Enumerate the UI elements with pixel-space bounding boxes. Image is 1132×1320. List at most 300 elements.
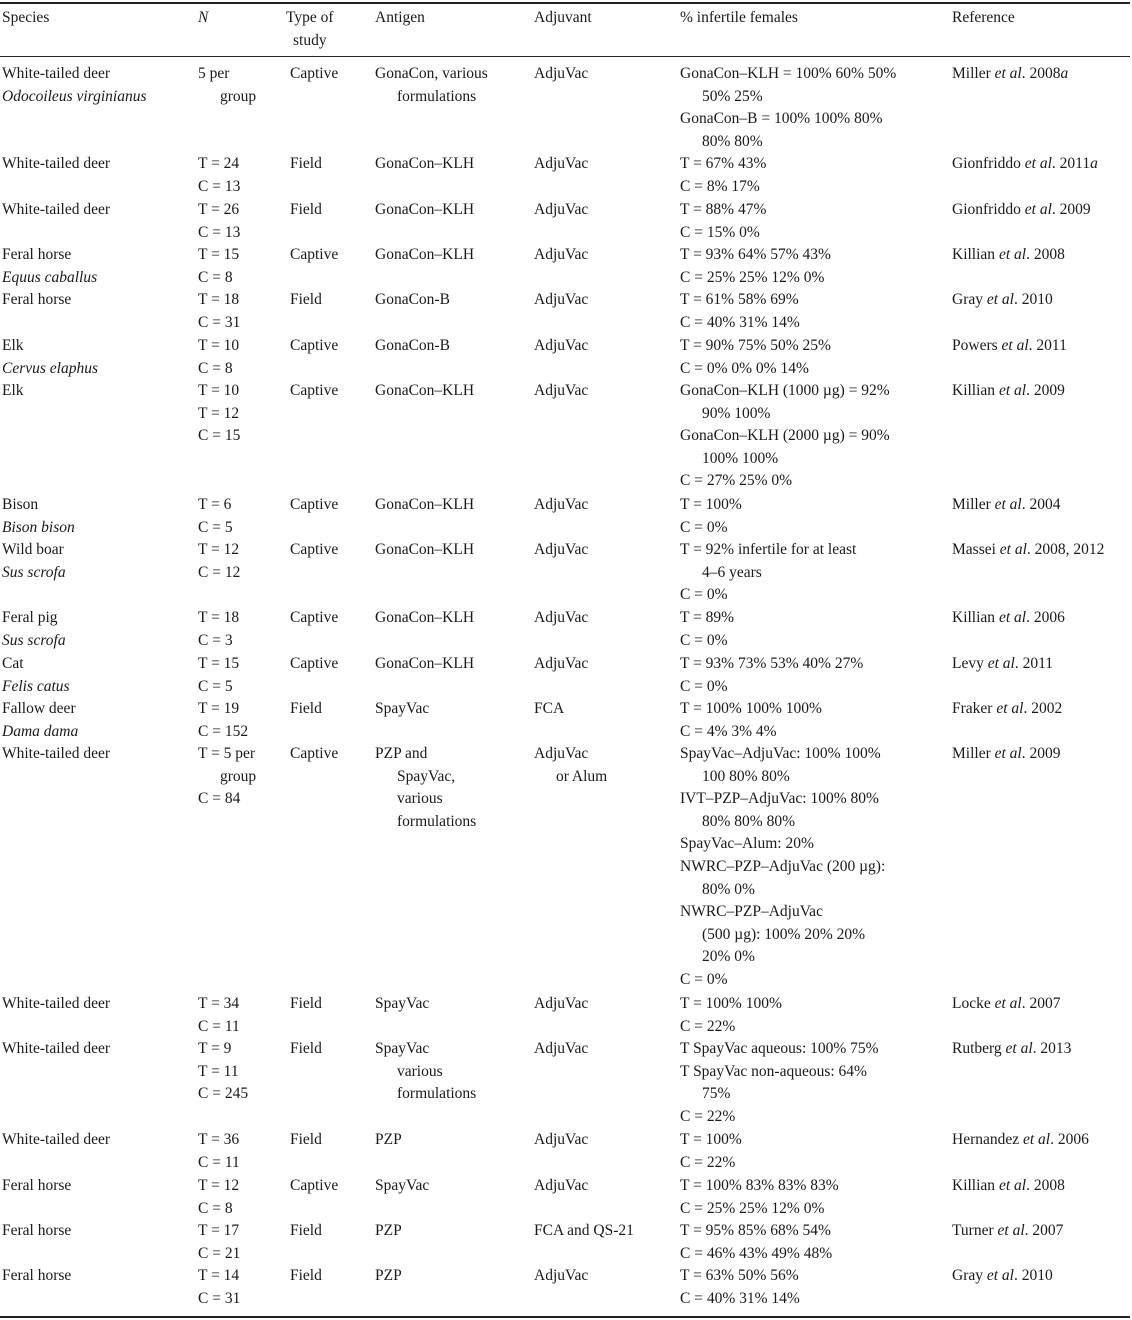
type-line: Captive [290,745,339,762]
species-line: Feral horse [2,291,72,308]
n-cell [198,244,239,289]
reference-cell [952,494,1061,517]
header-infertile-females: % infertile females [680,9,798,26]
n-line: C = 84 [198,790,241,808]
reference-cell [952,607,1065,630]
bottom-rule [0,1316,1130,1318]
infertile-line: 75% [702,1085,731,1103]
type-cell [290,1220,322,1243]
infertile-cell [680,1265,800,1310]
antigen-cell [375,607,474,630]
n-line: T = 18 [198,291,240,308]
type-line: Field [290,995,322,1012]
infertile-line: C = 46% 43% 49% 48% [680,1244,833,1262]
type-cell [290,1265,322,1288]
type-line: Field [290,1267,322,1284]
n-line: T = 19 [198,700,240,717]
species-line: Fallow deer [2,700,76,717]
reference-text: et al [995,382,1027,399]
antigen-line: GonaCon–KLH [375,496,475,513]
infertile-line: 80% 80% [702,132,763,150]
reference-text: . 2008 [1026,1177,1065,1194]
reference-cell [952,380,1065,403]
n-cell [198,289,240,334]
infertile-line: T SpayVac non-aqueous: 64% [680,1062,867,1080]
type-cell [290,335,338,358]
reference-cell [952,993,1060,1016]
type-cell [290,743,338,766]
species-cell [2,153,110,176]
infertile-cell [680,1038,879,1128]
infertile-cell [680,1129,742,1174]
infertile-cell [680,1220,832,1265]
infertile-line: T = 90% 75% 50% 25% [680,337,831,354]
type-cell [290,244,338,267]
infertile-line: C = 25% 25% 12% 0% [680,1199,825,1217]
infertile-line: (500 µg): 100% 20% 20% [702,925,866,943]
infertile-line: T = 93% 73% 53% 40% 27% [680,655,864,672]
header-n: N [198,9,209,26]
reference-text: . 2007 [1021,995,1061,1012]
type-cell [290,63,338,86]
infertile-cell [680,380,890,493]
species-cell [2,1220,71,1243]
infertile-line: C = 0% [680,677,728,695]
n-line: C = 3 [198,631,233,649]
reference-text: . 2002 [1023,700,1063,717]
infertile-line: T = 95% 85% 68% 54% [680,1222,831,1239]
reference-text: . 2007 [1024,1222,1064,1239]
antigen-cell [375,335,450,358]
species-line: Odocoileus virginianus [2,87,147,105]
adjuvant-cell [534,380,588,403]
species-cell [2,63,147,108]
n-line: T = 12 [198,1177,240,1194]
n-line: C = 31 [198,313,241,331]
type-cell [290,1175,338,1198]
reference-cell [952,743,1061,766]
type-cell [290,380,338,403]
reference-cell [952,1220,1063,1243]
reference-text: et al [990,496,1022,513]
adjuvant-line: AdjuVac [534,655,589,672]
infertile-line: C = 22% [680,1107,736,1125]
type-cell [290,698,322,721]
reference-text: Killian [952,382,996,399]
reference-text: . 2013 [1032,1040,1072,1057]
infertile-line: C = 22% [680,1153,736,1171]
reference-text: . 2008 [1021,65,1061,82]
infertile-cell [680,153,766,198]
reference-text: Fraker [952,700,993,717]
infertile-cell [680,743,885,992]
adjuvant-line: AdjuVac [534,246,589,263]
infertile-line: SpayVac–AdjuVac: 100% 100% [680,745,881,762]
species-cell [2,539,66,584]
adjuvant-cell [534,1038,588,1061]
reference-text: et al [1019,1131,1051,1148]
infertile-line: C = 4% 3% 4% [680,722,777,740]
type-cell [290,607,338,630]
reference-cell [952,289,1053,312]
antigen-cell [375,289,450,312]
antigen-cell [375,653,474,676]
n-line: C = 11 [198,1153,240,1171]
infertile-line: T = 89% [680,609,735,626]
reference-text: Gionfriddo [952,201,1021,218]
antigen-cell [375,199,474,222]
infertile-line: T = 92% infertile for at least [680,541,857,558]
infertile-line: 90% 100% [702,404,771,422]
reference-cell [952,199,1091,222]
infertile-line: C = 0% [680,518,728,536]
n-line: T = 10 [198,382,240,399]
adjuvant-cell [534,1265,588,1288]
infertile-line: T = 88% 47% [680,201,767,218]
species-line: Bison [2,496,39,513]
reference-text: et al [993,1222,1025,1239]
n-line: T = 5 per [198,745,256,762]
infertile-cell [680,494,742,539]
type-cell [290,653,338,676]
species-cell [2,1175,71,1198]
n-line: C = 21 [198,1244,241,1262]
reference-text: . 2009 [1026,382,1065,399]
adjuvant-line: AdjuVac [534,1131,589,1148]
species-cell [2,1038,110,1061]
species-cell [2,244,97,289]
reference-text: . 2008, 2012 [1026,541,1105,558]
type-cell [290,494,338,517]
n-line: T = 14 [198,1267,240,1284]
n-line: T = 15 [198,246,240,263]
reference-text: . 2011 [1051,155,1091,172]
antigen-cell [375,1220,402,1243]
antigen-line: GonaCon–KLH [375,541,475,558]
species-cell [2,335,98,380]
reference-text: et al [1001,1040,1033,1057]
infertile-line: NWRC–PZP–AdjuVac [680,903,823,921]
species-cell [2,1129,110,1152]
reference-text: . 2010 [1014,291,1053,308]
antigen-line: GonaCon–KLH [375,609,475,626]
adjuvant-cell [534,539,588,562]
n-line: T = 18 [198,609,240,626]
adjuvant-cell [534,1175,588,1198]
antigen-line: SpayVac [375,995,430,1012]
antigen-cell [375,743,476,833]
adjuvant-cell [534,1129,588,1152]
antigen-line: formulations [397,812,477,830]
species-line: White-tailed deer [2,201,111,218]
reference-text: Gionfriddo [952,155,1021,172]
reference-cell [952,153,1098,176]
adjuvant-cell [534,289,588,312]
antigen-line: GonaCon, various [375,65,488,82]
species-cell [2,380,24,403]
antigen-line: GonaCon–KLH [375,655,475,672]
adjuvant-line: AdjuVac [534,995,589,1012]
adjuvant-line: AdjuVac [534,609,589,626]
n-line: C = 13 [198,223,241,241]
reference-text: Locke [952,995,991,1012]
infertile-line: C = 0% [680,586,728,604]
infertile-line: C = 0% [680,970,728,988]
antigen-line: PZP [375,1131,402,1148]
reference-text: . 2006 [1026,609,1065,626]
adjuvant-cell [534,63,588,86]
infertile-line: 80% 80% 80% [702,812,795,830]
type-cell [290,289,322,312]
antigen-line: GonaCon–KLH [375,382,475,399]
infertile-line: T = 63% 50% 56% [680,1267,799,1284]
infertile-line: C = 40% 31% 14% [680,313,800,331]
n-line: C = 12 [198,563,241,581]
infertile-line: NWRC–PZP–AdjuVac (200 µg): [680,857,886,875]
type-line: Field [290,1131,322,1148]
infertile-line: GonaCon–KLH (2000 µg) = 90% [680,427,890,445]
n-line: T = 26 [198,201,240,218]
n-cell [198,335,239,380]
infertile-line: GonaCon–KLH (1000 µg) = 92% [680,382,890,399]
reference-cell [952,698,1062,721]
n-cell [198,1129,240,1174]
infertile-line: IVT–PZP–AdjuVac: 100% 80% [680,790,879,808]
adjuvant-line: AdjuVac [534,65,589,82]
antigen-line: PZP [375,1222,402,1239]
reference-text: et al [983,291,1014,308]
reference-cell [952,1175,1065,1198]
species-cell [2,743,110,766]
adjuvant-cell [534,743,607,788]
species-line: White-tailed deer [2,65,111,82]
adjuvant-line: FCA and QS-21 [534,1222,634,1239]
n-line: group [220,87,257,105]
n-cell [198,494,233,539]
adjuvant-cell [534,199,588,222]
type-line: Captive [290,496,339,513]
type-line: Captive [290,337,339,354]
type-line: Field [290,155,322,172]
n-cell [198,1220,240,1265]
n-cell [198,993,240,1038]
reference-text: Miller [952,745,991,762]
species-cell [2,653,70,698]
reference-cell [952,1038,1071,1061]
adjuvant-line: AdjuVac [534,337,589,354]
n-cell [198,653,239,698]
n-line: T = 12 [198,541,240,558]
reference-cell [952,539,1104,562]
header-rule [0,56,1130,57]
type-line: Captive [290,1177,339,1194]
reference-text: et al [990,745,1022,762]
n-line: T = 15 [198,655,240,672]
infertile-line: C = 15% 0% [680,223,760,241]
antigen-line: GonaCon-B [375,337,450,354]
antigen-line: PZP and [375,745,428,762]
species-line: White-tailed deer [2,995,111,1012]
n-line: C = 11 [198,1017,240,1035]
header-reference: Reference [952,9,1015,26]
reference-text: a [1090,155,1098,172]
species-cell [2,289,71,312]
type-line: Captive [290,609,339,626]
antigen-line: GonaCon–KLH [375,246,475,263]
species-line: White-tailed deer [2,1040,111,1057]
reference-text: . 2010 [1014,1267,1053,1284]
n-line: C = 5 [198,518,233,536]
reference-text: et al [990,65,1022,82]
reference-cell [952,244,1065,267]
species-line: Bison bison [2,518,75,536]
infertile-line: C = 40% 31% 14% [680,1289,800,1307]
reference-text: et al [992,700,1024,717]
type-line: Captive [290,65,339,82]
type-line: Field [290,291,322,308]
antigen-cell [375,1038,476,1106]
adjuvant-cell [534,244,588,267]
antigen-cell [375,63,488,108]
infertile-cell [680,63,896,153]
type-cell [290,993,322,1016]
species-line: Sus scrofa [2,631,66,649]
species-line: Wild boar [2,541,64,558]
antigen-cell [375,380,474,403]
adjuvant-line: AdjuVac [534,496,589,513]
infertile-line: 100 80% 80% [702,767,790,785]
species-line: Feral horse [2,1267,72,1284]
infertile-cell [680,653,863,698]
n-line: T = 12 [198,404,240,422]
species-line: Cat [2,655,24,672]
infertile-line: T = 100% 100% 100% [680,700,822,717]
n-line: C = 8 [198,1199,233,1217]
n-cell [198,743,256,811]
reference-text: . 2009 [1051,201,1091,218]
antigen-line: formulations [397,1085,477,1103]
reference-text: Miller [952,65,991,82]
reference-text: Killian [952,1177,996,1194]
species-line: Elk [2,382,24,399]
header-antigen: Antigen [375,9,425,26]
n-line: C = 152 [198,722,249,740]
adjuvant-cell [534,653,588,676]
n-cell [198,539,240,584]
infertile-line: C = 0% 0% 0% 14% [680,359,809,377]
reference-text: . 2004 [1021,496,1061,513]
reference-text: Gray [952,291,983,308]
adjuvant-cell [534,1220,634,1243]
infertile-line: T SpayVac aqueous: 100% 75% [680,1040,879,1057]
species-cell [2,698,78,743]
reference-text: Powers [952,337,998,354]
infertile-cell [680,199,766,244]
reference-text: . 2011 [1028,337,1067,354]
n-cell [198,199,240,244]
adjuvant-line: AdjuVac [534,382,589,399]
species-line: Felis catus [2,677,70,695]
adjuvant-cell [534,607,588,630]
infertile-line: T = 61% 58% 69% [680,291,799,308]
n-cell [198,380,240,448]
n-line: T = 9 [198,1040,232,1057]
infertile-line: C = 25% 25% 12% 0% [680,268,825,286]
antigen-line: GonaCon–KLH [375,155,475,172]
infertile-cell [680,244,831,289]
reference-text: Turner [952,1222,994,1239]
reference-text: Rutberg [952,1040,1002,1057]
type-line: Field [290,201,322,218]
n-line: T = 34 [198,995,240,1012]
infertile-line: 4–6 years [702,563,762,581]
n-line: T = 10 [198,337,240,354]
reference-text: et al [990,995,1022,1012]
antigen-cell [375,539,474,562]
infertile-cell [680,289,800,334]
type-line: Field [290,700,322,717]
n-line: C = 15 [198,427,241,445]
reference-text: et al [997,337,1029,354]
species-cell [2,607,66,652]
reference-text: et al [1020,201,1052,218]
n-line: T = 11 [198,1062,239,1080]
reference-text: et al [1020,155,1052,172]
species-line: Feral horse [2,1177,72,1194]
antigen-line: various [397,1062,443,1080]
n-line: C = 13 [198,177,241,195]
species-line: Feral horse [2,1222,72,1239]
infertile-line: 80% 0% [702,880,755,898]
infertile-cell [680,1175,839,1220]
reference-text: a [1060,65,1069,82]
species-line: White-tailed deer [2,1131,111,1148]
species-cell [2,1265,71,1288]
n-cell [198,607,239,652]
n-line: T = 6 [198,496,232,513]
adjuvant-cell [534,153,588,176]
n-line: T = 24 [198,155,240,172]
infertile-line: T = 100% [680,1131,742,1148]
species-line: White-tailed deer [2,745,111,762]
reference-text: . 2006 [1050,1131,1089,1148]
reference-text: et al [983,1267,1014,1284]
n-cell [198,1038,248,1106]
infertile-line: C = 22% [680,1017,736,1035]
infertile-cell [680,335,831,380]
infertile-line: 20% 0% [702,948,755,966]
reference-text: . 2011 [1014,655,1054,672]
species-cell [2,494,75,539]
species-line: Equus caballus [2,268,98,286]
n-cell [198,63,256,108]
reference-text: Hernandez [952,1131,1020,1148]
type-line: Captive [290,382,339,399]
infertile-line: GonaCon–B = 100% 100% 80% [680,110,883,128]
n-cell [198,153,240,198]
adjuvant-cell [534,698,564,721]
adjuvant-cell [534,335,588,358]
n-cell [198,698,248,743]
species-line: Feral horse [2,246,72,263]
adjuvant-cell [534,993,588,1016]
type-line: Field [290,1222,322,1239]
species-line: Sus scrofa [2,563,66,581]
adjuvant-line: AdjuVac [534,1267,589,1284]
header-species: Species [2,9,50,26]
species-line: Feral pig [2,609,58,626]
adjuvant-cell [534,494,588,517]
